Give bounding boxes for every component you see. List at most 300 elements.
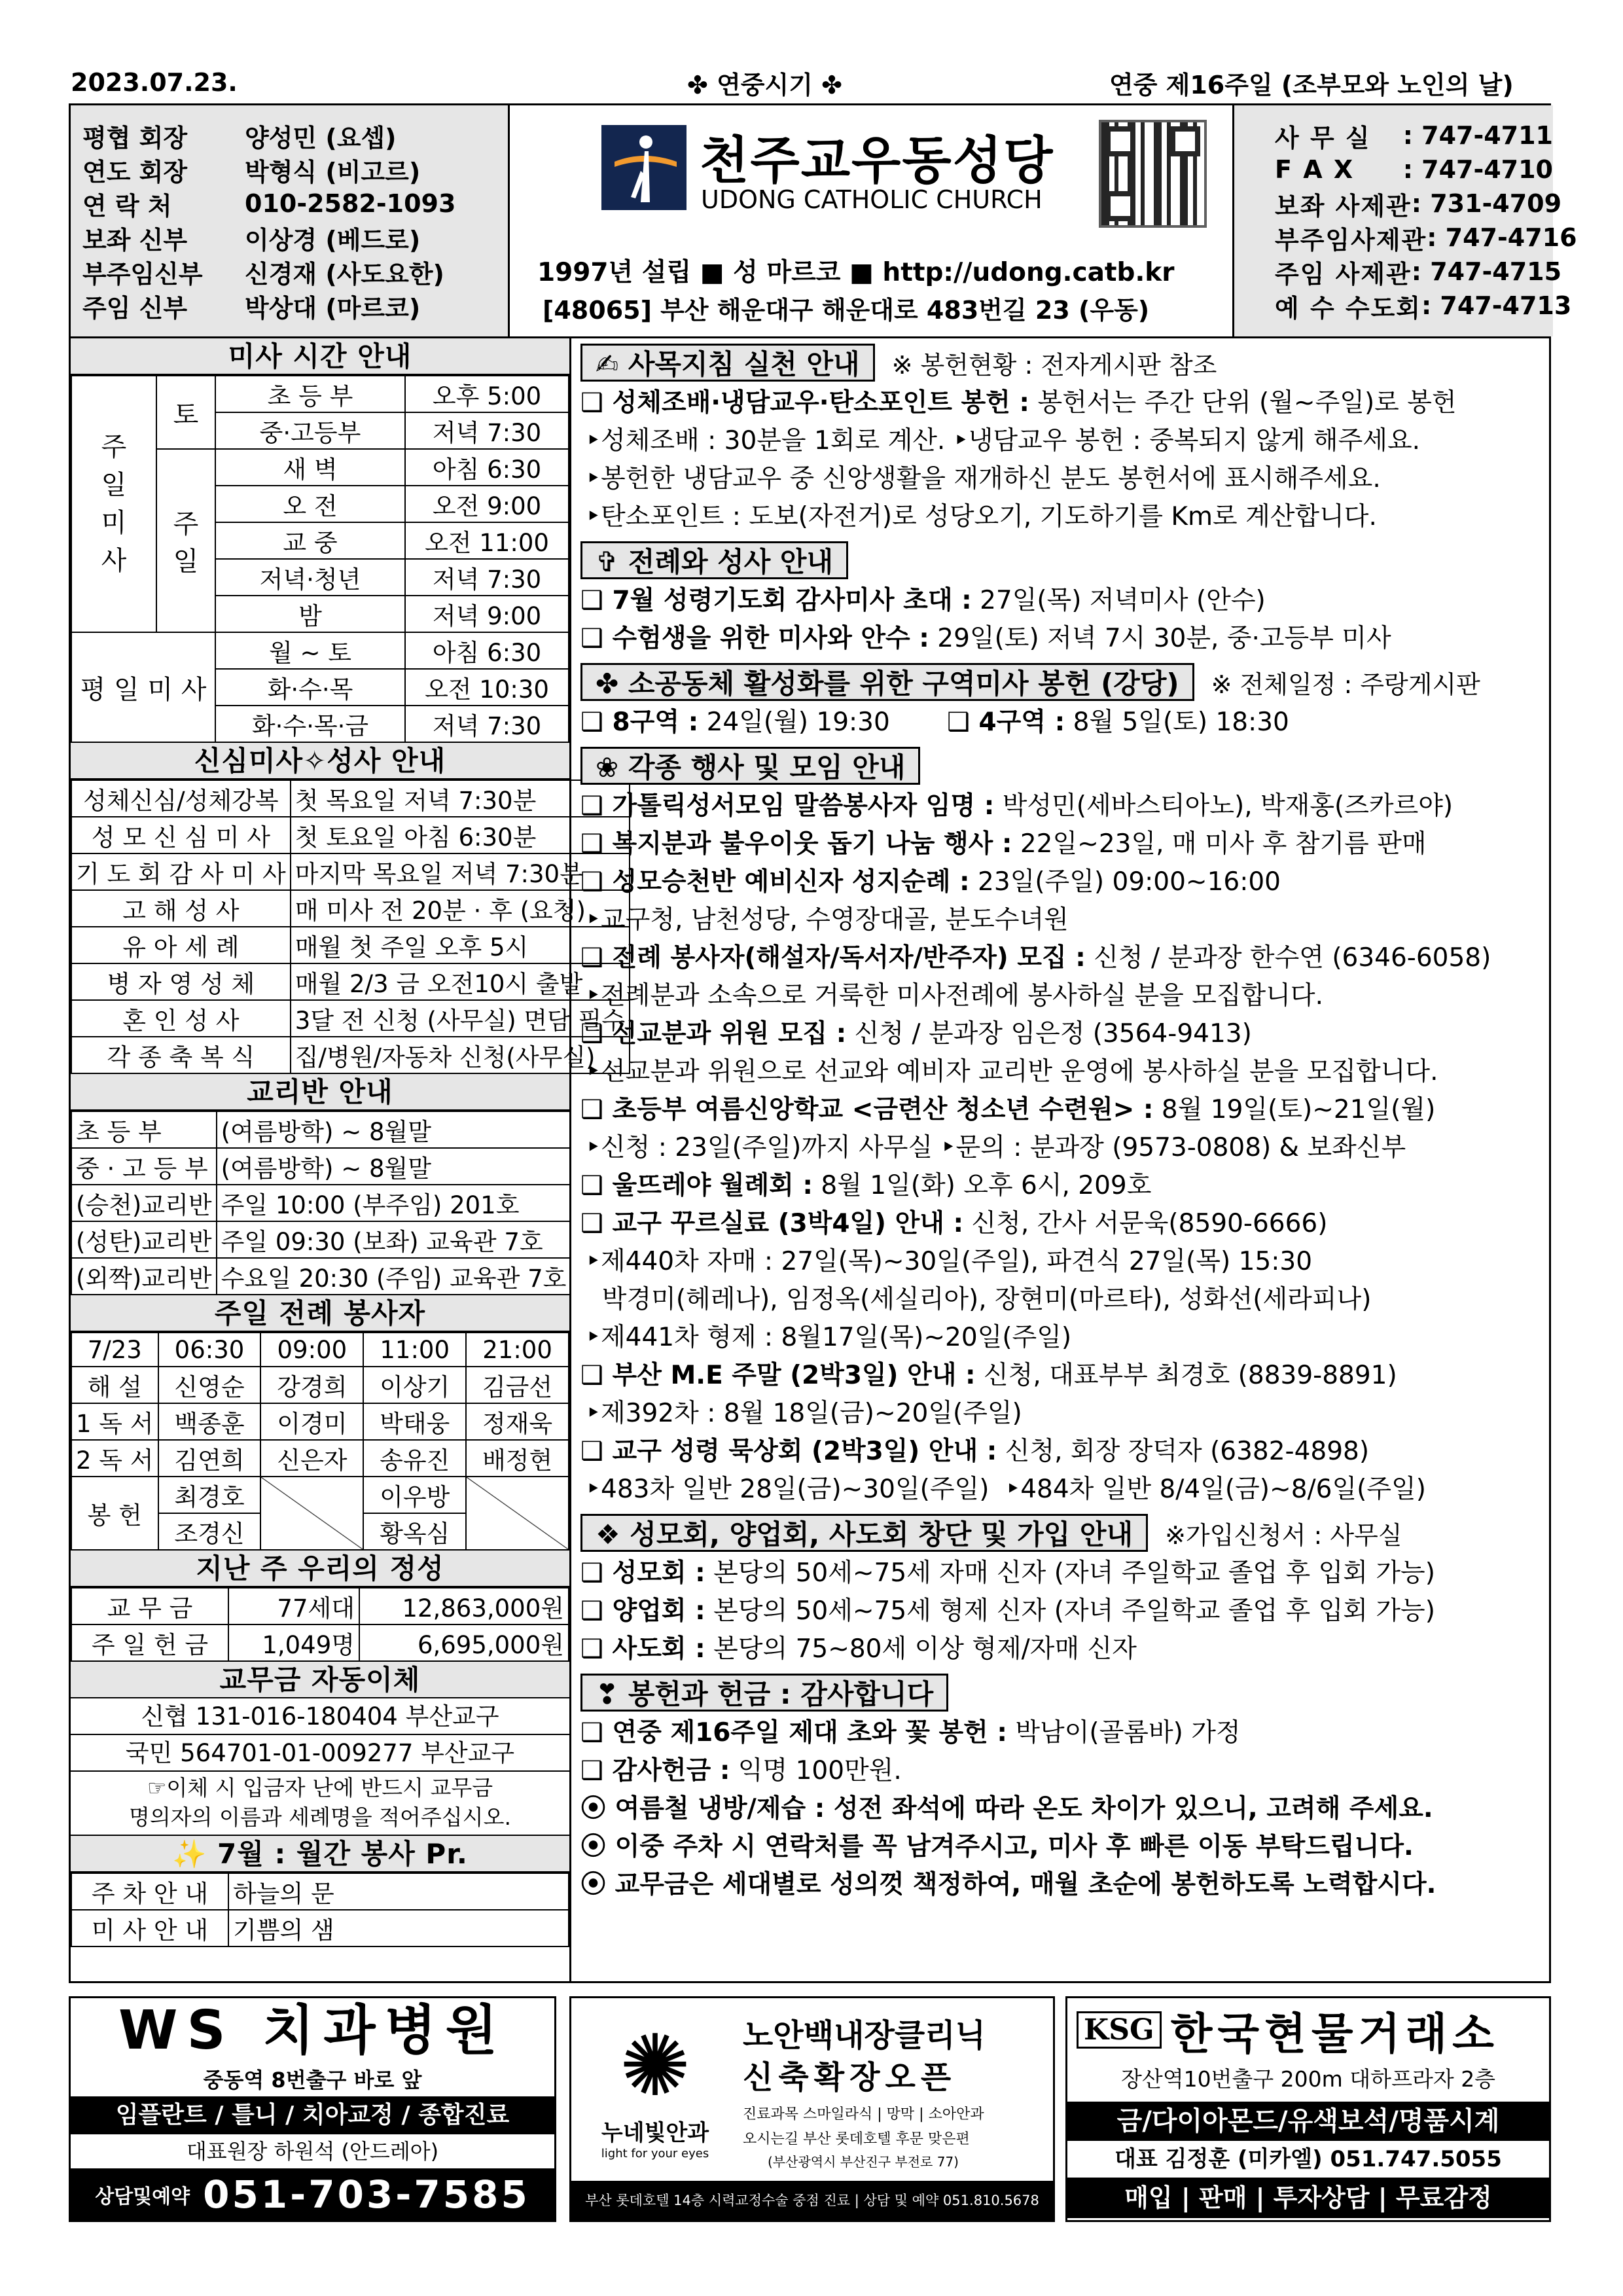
table-row <box>71 1403 569 1440</box>
section-line <box>571 422 1549 460</box>
mass-name: 중·고등부 <box>215 412 405 449</box>
header-key: 주임 사제관 <box>1275 259 1412 289</box>
header-key: 부주임사제관 <box>1275 225 1427 255</box>
section-line <box>571 460 1549 498</box>
ad-dental-location: 중동역 8번출구 바로 앞 <box>203 2068 422 2092</box>
liturgy-cell: 1 독 서 <box>71 1403 158 1440</box>
section-line <box>571 1053 1549 1091</box>
table-cell: 병 자 영 성 체 <box>71 963 291 1000</box>
table-row <box>71 1111 571 1148</box>
table-cell: 첫 토요일 아침 6:30분 <box>291 817 630 853</box>
ad-dental-tel-label: 상담및예약 <box>95 2185 190 2208</box>
bulletin-date: 2023.07.23. <box>71 68 238 97</box>
liturgy-head-cell: 09:00 <box>260 1333 363 1367</box>
table-row <box>71 780 630 817</box>
offer-name: 황옥심 <box>363 1513 466 1550</box>
table-cell: 매 미사 전 20분 · 후 (요청) <box>291 890 630 927</box>
line-text: 8월 19일(토)~21일(월) <box>1153 1095 1436 1124</box>
table-cell: 매월 2/3 금 오전10시 출발 <box>291 963 630 1000</box>
section-line <box>571 901 1549 939</box>
header-key: 연도 회장 <box>82 157 188 187</box>
liturgy-head-cell: 11:00 <box>363 1333 466 1367</box>
section-line <box>571 1205 1549 1243</box>
table-cell: 수요일 20:30 (주임) 교육관 7호 <box>217 1258 571 1295</box>
section-line <box>571 704 1549 742</box>
main-content <box>569 336 1551 1983</box>
ad-eye-info-2: 오시는길 부산 롯데호텔 후문 맞은편 <box>743 2131 970 2147</box>
table-row <box>71 1037 630 1073</box>
header-value: : 747-4716 <box>1427 223 1577 252</box>
church-address: [48065] 부산 해운대구 해운대로 483번길 23 (우동) <box>543 296 1150 325</box>
section-line <box>571 1167 1549 1205</box>
line-text: ‣제392차 : 8월 18일(금)~20일(주일) <box>586 1399 1022 1428</box>
line-bold: ⦿ 교무금은 세대별로 성의껏 책정하여, 매월 초순에 봉헌하도록 노력합시다. <box>580 1870 1436 1899</box>
mass-name: 오 전 <box>215 486 405 522</box>
ad-dental-tel[interactable]: 051-703-7585 <box>203 2172 530 2217</box>
table-row <box>71 1873 569 1910</box>
section-title: ✞ 전례와 성사 안내 <box>580 541 848 579</box>
sunday-title: 연중 제16주일 (조부모와 노인의 날) <box>1109 70 1514 99</box>
line-text: ‣교구청, 남천성당, 수영장대골, 분도수녀원 <box>586 905 1069 935</box>
ad-eye-brand: 누네빛안과 <box>601 2120 709 2146</box>
table-cell: 77세대 <box>228 1588 359 1624</box>
line-text: ‣전례분과 소속으로 거룩한 미사전례에 봉사하실 분을 모집합니다. <box>586 981 1323 1011</box>
line-bold: ❑ 초등부 여름신앙학교 <금련산 청소년 수련원> : <box>580 1095 1154 1124</box>
section-line <box>571 620 1549 658</box>
table-row <box>71 853 630 890</box>
line-text: 24일(월) 19:30 <box>698 708 914 737</box>
mass-name: 월 ~ 토 <box>215 632 405 669</box>
ad-dental-services: 임플란트 / 틀니 / 치아교정 / 종합진료 <box>71 2096 554 2134</box>
phone-list <box>1234 105 1577 336</box>
line-bold: ❑ 선교분과 위원 모집 : <box>580 1019 847 1049</box>
section-line <box>571 384 1549 422</box>
header-key: F A X <box>1275 155 1355 184</box>
section-title: ✍ 사목지침 실천 안내 <box>580 344 875 382</box>
table-cell: 집/병원/자동차 신청(사무실) <box>291 1037 630 1073</box>
mass-time: 오전 10:30 <box>405 669 569 706</box>
line-text: 박남이(골롬바) 가정 <box>1007 1718 1241 1748</box>
mass-time: 아침 6:30 <box>405 449 569 486</box>
liturgy-cell: 이상기 <box>363 1367 466 1403</box>
mass-time: 저녁 7:30 <box>405 412 569 449</box>
transfer-note: ☞이체 시 입금자 난에 반드시 교무금 <box>147 1775 493 1801</box>
line-text: 본당의 75~80세 이상 형제/자매 신자 <box>705 1634 1137 1664</box>
header-row <box>1275 289 1572 323</box>
officers-list <box>71 105 508 336</box>
header-value: 신경재 (사도요한) <box>245 259 444 289</box>
table-row <box>71 817 630 853</box>
church-name-en: UDONG CATHOLIC CHURCH <box>701 185 1043 214</box>
table-cell: 하늘의 문 <box>228 1873 569 1910</box>
header-key: 평협 회장 <box>82 123 188 152</box>
header-row <box>1275 221 1577 255</box>
line-text: 22일~23일, 매 미사 후 참기름 판매 <box>1012 829 1427 859</box>
header-row <box>82 118 508 152</box>
ad-eye-info-1: 진료과목 스마일라식 | 망막 | 소아안과 <box>743 2106 984 2123</box>
mass-name: 교 중 <box>215 522 405 559</box>
line-text: 박성민(세바스티아노), 박재홍(즈카르야) <box>994 791 1454 821</box>
ad-eye-info-3: (부산광역시 부산진구 부전로 77) <box>768 2154 959 2170</box>
section-line <box>571 1828 1549 1866</box>
section-line <box>571 1433 1549 1471</box>
catechism-table <box>71 1111 571 1295</box>
offering-table <box>71 1587 569 1662</box>
table-cell: 성체신심/성체강복 <box>71 780 291 817</box>
header-value: : 747-4711 <box>1402 121 1553 150</box>
line-text: 신청, 간사 서문욱(8590-6666) <box>963 1209 1328 1238</box>
line-text: ‣성체조배 : 30분을 1회로 계산. ‣냉담교우 봉헌 : 중복되지 않게 해주세요. <box>586 426 1421 456</box>
section-line <box>571 1554 1549 1592</box>
header-value: 010-2582-1093 <box>245 189 456 218</box>
line-bold: ❑ 교구 성령 묵상회 (2박3일) 안내 : <box>580 1437 997 1466</box>
mass-time: 저녁 7:30 <box>405 559 569 596</box>
table-cell: 미 사 안 내 <box>71 1910 228 1946</box>
ad-exchange-ksg: KSG <box>1077 2011 1162 2049</box>
transfer-account-2: 국민 564701-01-009277 부산교구 <box>71 1735 569 1772</box>
table-row <box>71 963 630 1000</box>
table-cell: 매월 첫 주일 오후 5시 <box>291 927 630 963</box>
line-bold: ⦿ 여름철 냉방/제습 : 성전 좌석에 따라 온도 차이가 있으니, 고려해 주세요. <box>580 1794 1433 1823</box>
section-header <box>580 344 1549 382</box>
section-line <box>571 1357 1549 1395</box>
ad-dental-contact <box>71 2168 554 2221</box>
ad-eye-logo <box>590 2017 721 2167</box>
section-line <box>571 863 1549 901</box>
table-cell: 혼 인 성 사 <box>71 1000 291 1037</box>
liturgy-head-cell: 21:00 <box>466 1333 569 1367</box>
ad-dental[interactable] <box>69 1996 556 2222</box>
mass-name: 새 벽 <box>215 449 405 486</box>
liturgical-season: ✤ 연중시기 ✤ <box>687 70 842 99</box>
header-value: 이상경 (베드로) <box>245 225 421 255</box>
liturgy-cell: 송유진 <box>363 1440 466 1477</box>
devotion-table <box>71 780 630 1074</box>
line-text: ‣봉헌한 냉담교우 중 신앙생활을 재개하신 분도 봉헌서에 표시해주세요. <box>586 464 1381 493</box>
ad-exchange[interactable] <box>1065 1996 1551 2222</box>
line-bold: ❑ 사도회 : <box>580 1634 705 1664</box>
table-cell: 첫 목요일 저녁 7:30분 <box>291 780 630 817</box>
transfer-info <box>71 1698 569 1836</box>
line-text: 본당의 50세~75세 형제 신자 (자녀 주일학교 졸업 후 입회 가능) <box>705 1596 1435 1626</box>
header-row <box>82 289 508 323</box>
line-text: ‣선교분과 위원으로 선교와 예비자 교리반 운영에 봉사하실 분을 모집합니다. <box>586 1057 1438 1086</box>
table-cell: 6,695,000원 <box>359 1624 569 1661</box>
ad-dental-name: WS 치과병원 <box>118 2000 507 2062</box>
mass-time: 오전 11:00 <box>405 522 569 559</box>
mass-times-table <box>71 375 569 743</box>
header-row <box>1275 152 1553 187</box>
line-text: 8월 1일(화) 오후 6시, 209호 <box>813 1171 1152 1200</box>
header-value: : 747-4715 <box>1411 257 1562 286</box>
table-cell: (성탄)교리반 <box>71 1221 217 1258</box>
header-row <box>1275 118 1553 152</box>
table-row <box>71 1221 571 1258</box>
table-cell: 기쁨의 샘 <box>228 1910 569 1946</box>
table-row <box>71 1440 569 1477</box>
table-row <box>71 1148 571 1185</box>
mass-time: 아침 6:30 <box>405 632 569 669</box>
section-line <box>571 1395 1549 1433</box>
mass-name: 화·수·목·금 <box>215 706 405 742</box>
qr-code[interactable] <box>1099 120 1207 228</box>
header-key: 보좌 신부 <box>82 225 188 255</box>
header-value: 양성민 (요셉) <box>245 123 397 152</box>
ad-eye-headline-1: 노안백내장클리닉 <box>743 2017 986 2054</box>
ad-eye-brand-en: light for your eyes <box>601 2147 709 2161</box>
offer-name: 최경호 <box>158 1477 261 1513</box>
header-key: 연 락 처 <box>82 191 172 221</box>
header-key: 보좌 사제관 <box>1275 191 1412 221</box>
section-title: ❣ 봉헌과 헌금 : 감사합니다 <box>580 1674 948 1712</box>
table-row <box>71 1588 569 1624</box>
ad-exchange-name: 한국현물거래소 <box>1170 2008 1499 2059</box>
line-bold: ⦿ 이중 주차 시 연락처를 꼭 남겨주시고, 미사 후 빠른 이동 부탁드립니다. <box>580 1832 1414 1861</box>
line-bold: ❑ 울뜨레야 월례회 : <box>580 1171 813 1200</box>
ad-eye-footer: 부산 롯데호텔 14층 시력교정수술 중점 진료 | 상담 및 예약 051.810.5678 <box>571 2181 1053 2220</box>
table-cell: 기 도 회 감 사 미 사 <box>71 853 291 890</box>
header-row <box>82 152 508 187</box>
table-cell: 유 아 세 례 <box>71 927 291 963</box>
line-text: 8월 5일(토) 18:30 <box>1065 708 1289 737</box>
church-identity <box>508 105 1234 336</box>
table-row <box>71 1185 571 1221</box>
table-cell: 마지막 목요일 저녁 7:30분 <box>291 853 630 890</box>
section-line <box>571 1752 1549 1790</box>
header-row <box>82 255 508 289</box>
offer-name: 이우방 <box>363 1477 466 1513</box>
table-cell: 성 모 신 심 미 사 <box>71 817 291 853</box>
liturgy-cell: 백종훈 <box>158 1403 261 1440</box>
section-header <box>580 747 1549 785</box>
table-cell: 3달 전 신청 (사무실) 면담 필수 <box>291 1000 630 1037</box>
header-key: 부주임신부 <box>82 259 203 289</box>
saturday-label: 토 <box>156 376 215 449</box>
line-text: ‣제440차 자매 : 27일(목)~30일(주일), 파견식 27일(목) 15:30 <box>586 1247 1313 1276</box>
ad-eye-clinic[interactable] <box>569 1996 1055 2222</box>
sunburst-icon: ✺ <box>619 2016 691 2115</box>
section-line <box>571 1714 1549 1752</box>
table-cell: 초 등 부 <box>71 1111 217 1148</box>
header-row <box>82 187 508 221</box>
line-text: ‣신청 : 23일(주일)까지 사무실 ‣문의 : 분과장 (9573-0808) & 보좌신부 <box>586 1133 1406 1162</box>
section-note: ※ 전체일정 : 주랑게시판 <box>1211 670 1480 699</box>
ad-dental-director: 대표원장 하원석 (안드레아) <box>186 2139 439 2164</box>
line-bold: ❑ 8구역 : <box>580 708 699 737</box>
header-key: 예 수 수도회 <box>1275 293 1421 323</box>
liturgy-cell: 정재욱 <box>466 1403 569 1440</box>
section-line <box>571 825 1549 863</box>
line-text: 익명 100만원. <box>730 1756 902 1785</box>
section-header <box>580 1674 1549 1712</box>
offer-label: 봉 헌 <box>71 1477 158 1550</box>
line-bold: ❑ 성체조배·냉담교우·탄소포인트 봉헌 : <box>580 388 1030 418</box>
liturgy-cell: 김금선 <box>466 1367 569 1403</box>
header-value: 박상대 (마르코) <box>245 293 421 323</box>
liturgy-cell: 신영순 <box>158 1367 261 1403</box>
header <box>69 103 1577 336</box>
section-title: ❖ 성모회, 양업회, 사도회 창단 및 가입 안내 <box>580 1514 1148 1552</box>
sunday-label: 주일 <box>156 449 215 632</box>
liturgy-table <box>71 1332 569 1551</box>
table-row <box>71 1367 569 1403</box>
table-cell: (승천)교리반 <box>71 1185 217 1221</box>
mass-name: 밤 <box>215 596 405 632</box>
line-bold: ❑ 7월 성령기도회 감사미사 초대 : <box>580 586 972 615</box>
table-cell: 주일 09:30 (보좌) 교육관 7호 <box>217 1221 571 1258</box>
table-cell: 주일 10:00 (부주임) 201호 <box>217 1185 571 1221</box>
liturgy-cell: 강경희 <box>260 1367 363 1403</box>
mass-name: 저녁·청년 <box>215 559 405 596</box>
section-line <box>571 939 1549 977</box>
liturgy-cell: 박태웅 <box>363 1403 466 1440</box>
table-row <box>71 927 630 963</box>
church-founded: 1997년 설립 ■ 성 마르코 ■ http://udong.catb.kr <box>537 258 1175 287</box>
section-line <box>571 1129 1549 1167</box>
section-line <box>571 1091 1549 1129</box>
left-sidebar <box>69 336 626 1983</box>
liturgy-cell: 이경미 <box>260 1403 363 1440</box>
section-line <box>571 1866 1549 1904</box>
section-title: ❀ 각종 행사 및 모임 안내 <box>580 747 920 785</box>
section-note: ※ 봉헌현황 : 전자게시판 참조 <box>891 350 1217 380</box>
table-cell: 1,049명 <box>228 1624 359 1661</box>
mass-name: 초 등 부 <box>215 376 405 412</box>
table-cell: 주 일 헌 금 <box>71 1624 228 1661</box>
line-text: 27일(목) 저녁미사 (안수) <box>971 586 1266 615</box>
line-bold: ❑ 부산 M.E 주말 (2박3일) 안내 : <box>580 1361 976 1390</box>
table-cell: 교 무 금 <box>71 1588 228 1624</box>
table-row <box>71 1624 569 1661</box>
header-value: 박형식 (비고르) <box>245 157 421 187</box>
ad-exchange-ceo: 대표 김정훈 (미카엘) 051.747.5055 <box>1115 2146 1502 2172</box>
section-line <box>571 1592 1549 1630</box>
header-row <box>82 221 508 255</box>
section-line <box>571 977 1549 1015</box>
liturgy-head-cell: 06:30 <box>158 1333 261 1367</box>
diagonal-cell <box>466 1477 569 1550</box>
offering-title: 지난 주 우리의 정성 <box>71 1551 569 1587</box>
header-key: 사 무 실 <box>1275 123 1371 152</box>
line-text: 박경미(헤레나), 임정옥(세실리아), 장현미(마르타), 성화선(세라피나) <box>586 1285 1372 1314</box>
section-header <box>580 663 1549 701</box>
church-logo <box>601 125 687 210</box>
mass-name: 화·수·목 <box>215 669 405 706</box>
table-row <box>71 890 630 927</box>
table-cell: 고 해 성 사 <box>71 890 291 927</box>
line-bold: ❑ 연중 제16주일 제대 초와 꽃 봉헌 : <box>580 1718 1007 1748</box>
header-row <box>1275 187 1562 221</box>
line-text: 23일(주일) 09:00~16:00 <box>969 867 1281 897</box>
table-row <box>71 1000 630 1037</box>
section-line <box>571 1281 1549 1319</box>
header-row <box>1275 255 1562 289</box>
line-bold: ❑ 4구역 : <box>946 708 1065 737</box>
section-line <box>571 1243 1549 1281</box>
catechism-title: 교리반 안내 <box>71 1074 569 1111</box>
section-note: ※가입신청서 : 사무실 <box>1165 1520 1402 1550</box>
line-text: 봉헌서는 주간 단위 (월~주일)로 봉헌 <box>1029 388 1457 418</box>
line-bold: ❑ 수험생을 위한 미사와 안수 : <box>580 624 929 653</box>
line-text: 신청 / 분과장 임은정 (3564-9413) <box>846 1019 1252 1049</box>
table-cell: 12,863,000원 <box>359 1588 569 1624</box>
sunday-mass-label: 주일미사 <box>71 376 156 632</box>
line-bold: ❑ 양업회 : <box>580 1596 705 1626</box>
line-bold: ❑ 감사헌금 : <box>580 1756 730 1785</box>
devotion-title: 신심미사✧성사 안내 <box>71 743 569 780</box>
diagonal-cell <box>260 1477 363 1550</box>
ad-exchange-location: 장산역10번출구 200m 대하프라자 2층 <box>1120 2066 1496 2092</box>
ad-eye-headline-2: 신축확장오픈 <box>743 2059 957 2096</box>
mass-time: 저녁 9:00 <box>405 596 569 632</box>
line-bold: ❑ 교구 꾸르실료 (3박4일) 안내 : <box>580 1209 964 1238</box>
offer-name: 조경신 <box>158 1513 261 1550</box>
header-key: 주임 신부 <box>82 293 188 323</box>
monthly-title: ✨ 7월 : 월간 봉사 Pr. <box>71 1836 569 1873</box>
line-text: 본당의 50세~75세 자매 신자 (자녀 주일학교 졸업 후 입회 가능) <box>705 1558 1435 1588</box>
liturgy-cell: 김연희 <box>158 1440 261 1477</box>
section-line <box>571 1790 1549 1828</box>
liturgy-cell: 해 설 <box>71 1367 158 1403</box>
table-cell: 중 · 고 등 부 <box>71 1148 217 1185</box>
liturgy-cell: 2 독 서 <box>71 1440 158 1477</box>
liturgy-title: 주일 전례 봉사자 <box>71 1295 569 1332</box>
transfer-account-1: 신협 131-016-180404 부산교구 <box>71 1698 569 1735</box>
transfer-title: 교무금 자동이체 <box>71 1662 569 1698</box>
line-text: 신청, 회장 장덕자 (6382-4898) <box>997 1437 1370 1466</box>
section-line <box>571 1630 1549 1668</box>
line-bold: ❑ 성모승천반 예비신자 성지순례 : <box>580 867 970 897</box>
table-cell: (여름방학) ~ 8월말 <box>217 1111 571 1148</box>
section-line <box>571 498 1549 536</box>
table-cell: (여름방학) ~ 8월말 <box>217 1148 571 1185</box>
section-line <box>571 787 1549 825</box>
header-value: : 731-4709 <box>1411 189 1562 218</box>
line-bold: ❑ 성모회 : <box>580 1558 705 1588</box>
table-cell: 각 종 축 복 식 <box>71 1037 291 1073</box>
mass-times-title: 미사 시간 안내 <box>71 338 569 375</box>
liturgy-cell: 신은자 <box>260 1440 363 1477</box>
liturgy-head-cell: 7/23 <box>71 1333 158 1367</box>
section-line <box>571 1471 1549 1509</box>
section-line <box>571 1319 1549 1357</box>
monthly-table <box>71 1873 569 1947</box>
table-row <box>71 1910 569 1946</box>
section-line <box>571 582 1549 620</box>
church-name: 천주교우동성당 <box>700 132 1054 190</box>
line-bold: ❑ 복지분과 불우이웃 돕기 나눔 행사 : <box>580 829 1012 859</box>
line-text: 29일(토) 저녁 7시 30분, 중·고등부 미사 <box>929 624 1391 653</box>
ad-exchange-items: 금/다이아몬드/유색보석/명품시계 <box>1067 2102 1549 2141</box>
line-text: ‣483차 일반 28일(금)~30일(주일) ‣484차 일반 8/4일(금)~8/6일(주일) <box>586 1475 1426 1504</box>
mass-time: 오전 9:00 <box>405 486 569 522</box>
header-value: : 747-4713 <box>1421 291 1572 320</box>
line-text: 신청, 대표부부 최경호 (8839-8891) <box>975 1361 1397 1390</box>
mass-time: 오후 5:00 <box>405 376 569 412</box>
weekday-mass-label: 평 일 미 사 <box>71 632 215 742</box>
ad-exchange-services: 매입 | 판매 | 투자상담 | 무료감정 <box>1067 2178 1549 2218</box>
line-text: ‣제441차 형제 : 8월17일(목)~20일(주일) <box>586 1323 1072 1352</box>
table-cell: (외짝)교리반 <box>71 1258 217 1295</box>
section-title: ✤ 소공동체 활성화를 위한 구역미사 봉헌 (강당) <box>580 663 1194 701</box>
line-text: 신청 / 분과장 한수연 (6346-6058) <box>1085 943 1491 973</box>
liturgy-cell: 배정현 <box>466 1440 569 1477</box>
section-header <box>580 541 1549 579</box>
line-bold: ❑ 가톨릭성서모임 말씀봉사자 임명 : <box>580 791 995 821</box>
line-text: ‣탄소포인트 : 도보(자전거)로 성당오기, 기도하기를 Km로 계산합니다. <box>586 502 1377 531</box>
section-header <box>580 1514 1549 1552</box>
header-value: : 747-4710 <box>1402 155 1553 184</box>
